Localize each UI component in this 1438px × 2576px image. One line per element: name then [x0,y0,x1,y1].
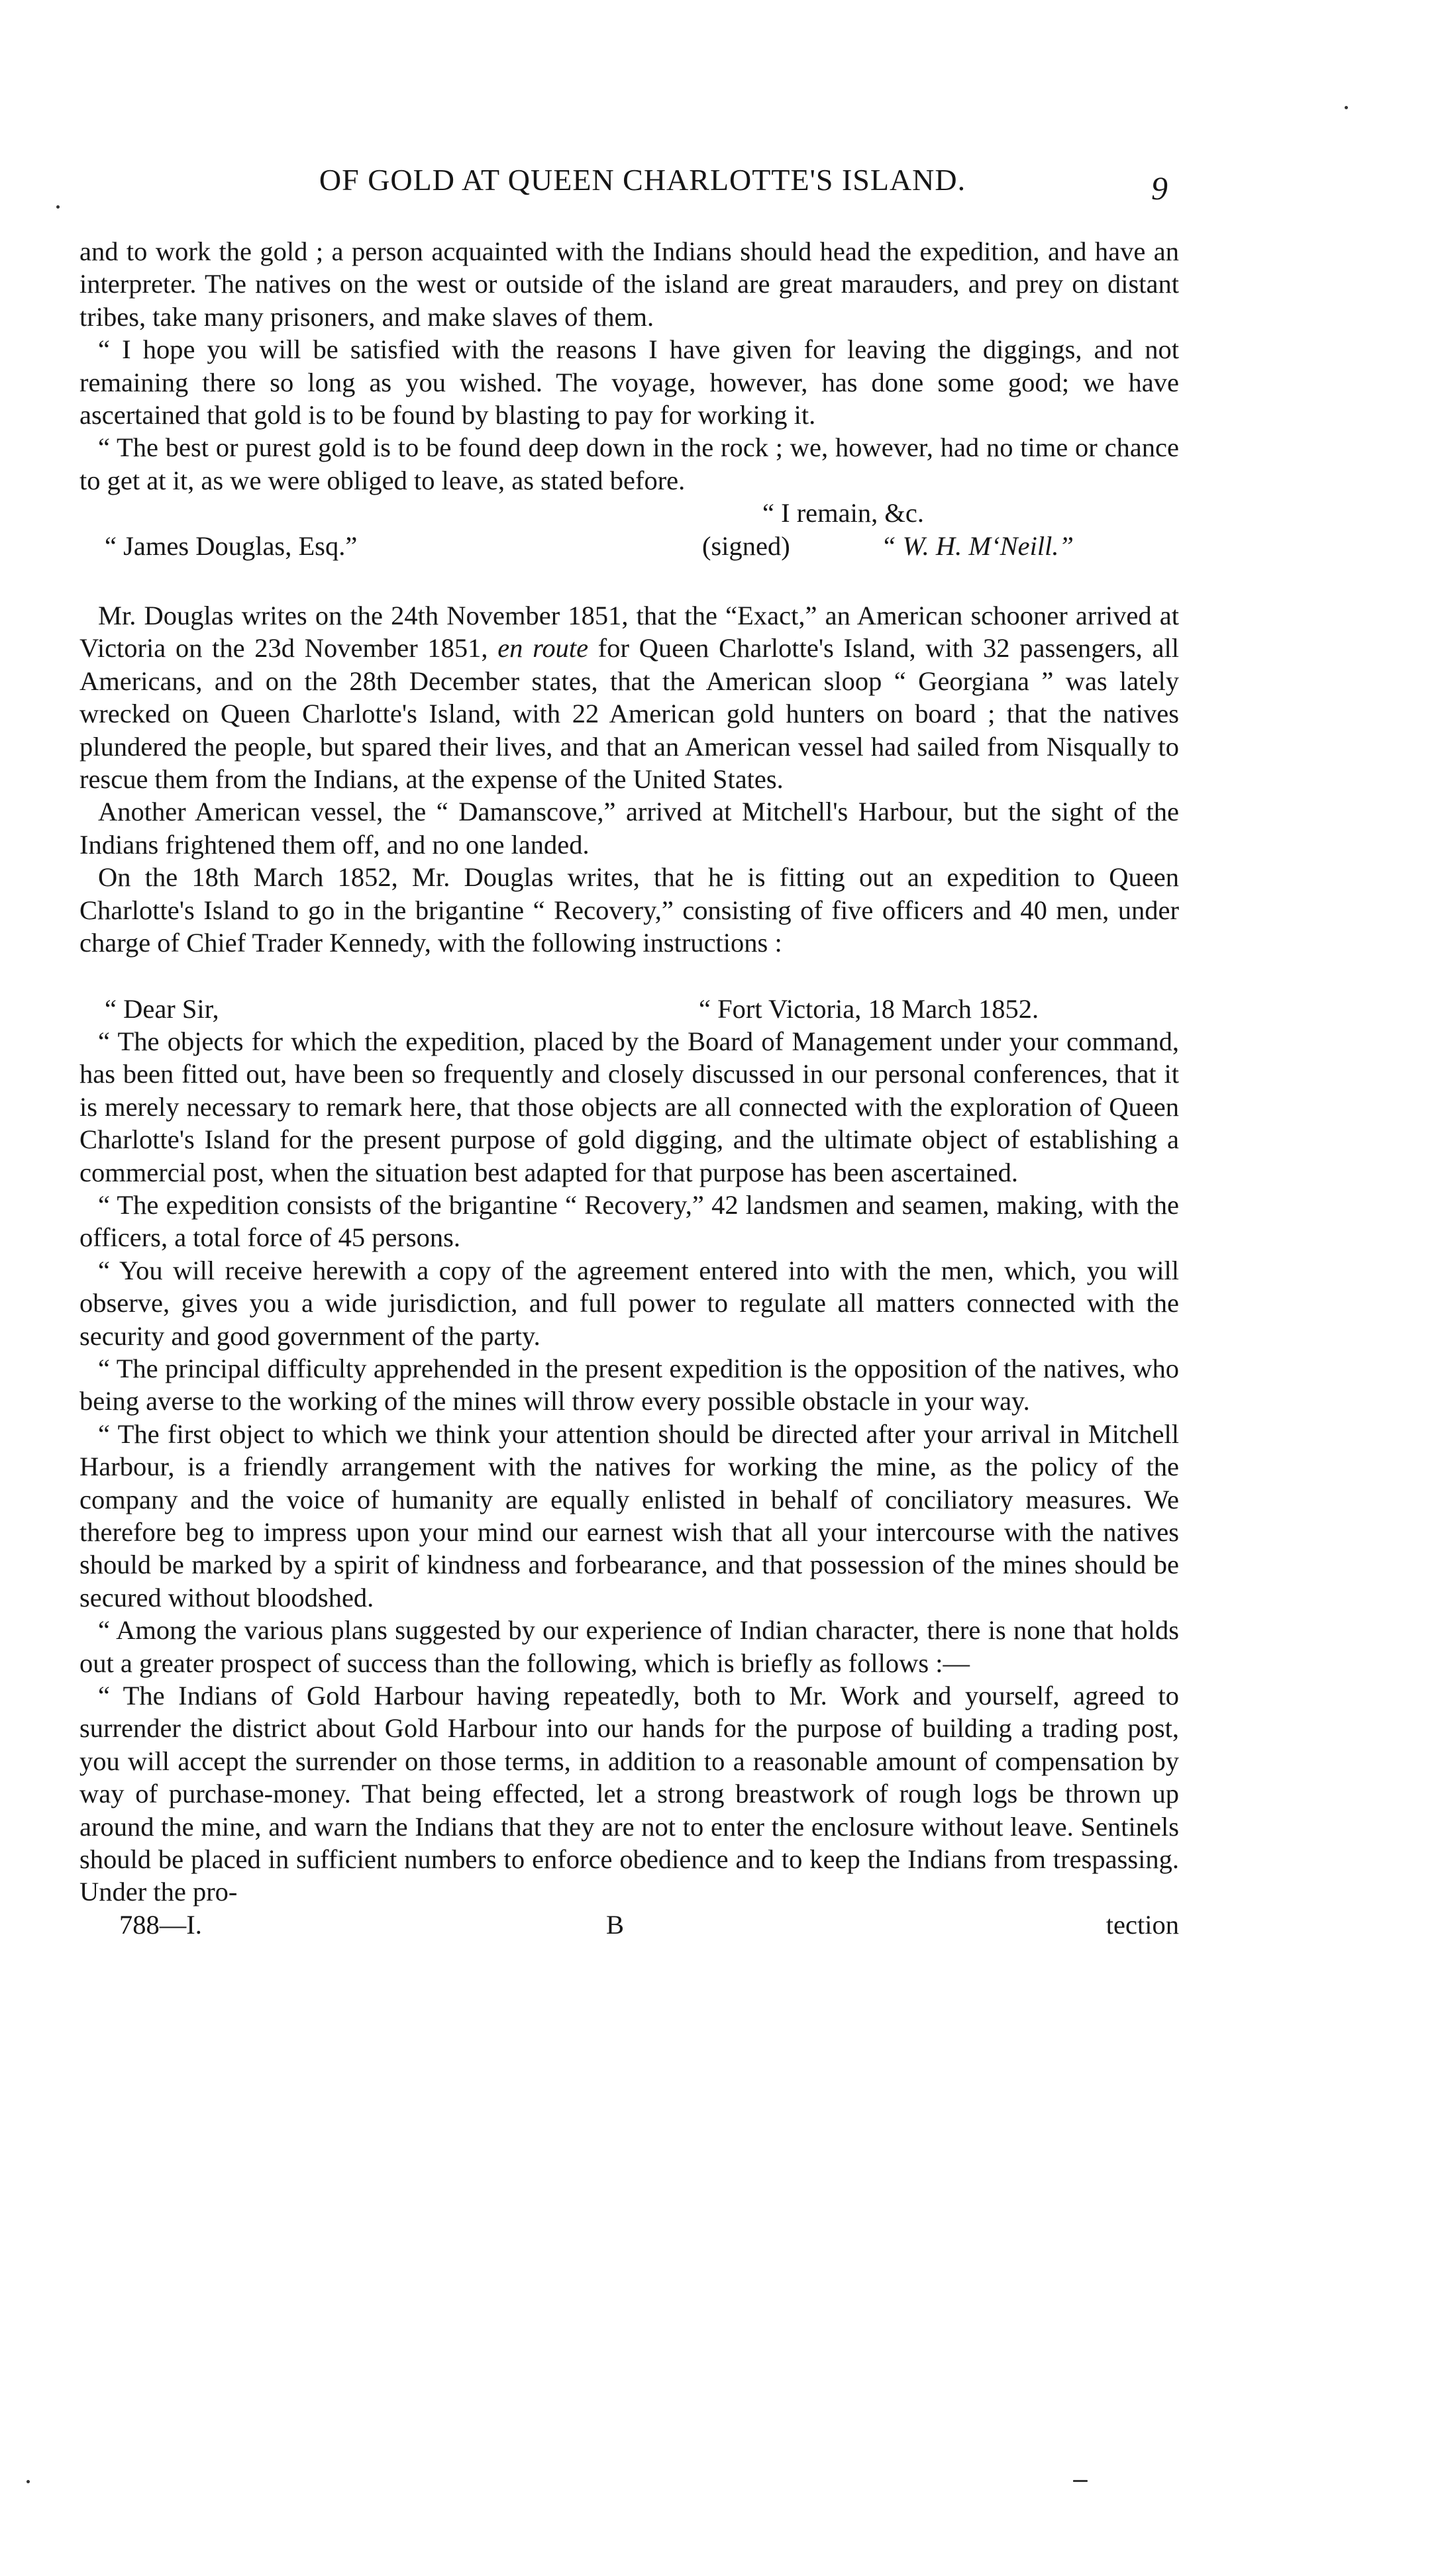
letter-paragraph-objects: “ The objects for which the expedition, placed by the Board of Management under your command, has been fitted out, have been so frequently and closely discussed in our personal conferences, that it is merely necessary to remark here, that those objects are all connected with the exploration of Queen Charlotte's Island for the present purpose of gold digging, and the ultimate object of establishing a commercial post, when the situation best adapted for that purpose has been ascertained. [79,1026,1179,1187]
signature-addressee: “ James Douglas, Esq.” [105,530,358,561]
paragraph-exact-prefix: Mr. Douglas writes on the 24th November 1851, that the “Exact,” an American schooner arrived at Victoria on the 23d November 1851, [79,601,1179,664]
letter-paragraph-plans: “ Among the various plans suggested by our experience of Indian character, there is none that holds out a greater prospect of success than the following, which is briefly as follows :— [79,1615,1179,1678]
scan-speck [56,205,60,209]
letter-heading [79,993,1179,1025]
signature-signed-label: (signed) [702,530,790,561]
signature-line [79,530,1179,562]
page-footer [79,1908,1179,1941]
scan-speck [1073,2480,1088,2482]
paragraph-damanscove: Another American vessel, the “ Damanscove,” arrived at Mitchell's Harbour, but the sight of the Indians frightened them off, and no one landed. [79,797,1179,860]
paragraph-exact-schooner [79,599,1179,795]
signature-signer: “ W. H. M‘Neill.” [881,530,1074,561]
paragraph-expedition-intro: On the 18th March 1852, Mr. Douglas writes, that he is fitting out an expedition to Queen Charlotte's Island to go in the brigantine “ Recovery,” consisting of five officers and 40 men, under charge of Chief Trader Kennedy, with the following instructions : [79,862,1179,958]
letter-paragraph-gold-harbour: “ The Indians of Gold Harbour having repeatedly, both to Mr. Work and yourself, agreed to surrender the district about Gold Harbour into our hands for the purpose of building a trading post, you will accept the surrender on those terms, in addition to a reasonable amount of compensation by way of purchase-money. That being effected, let a strong breastwork of rough logs be thrown up around the mine, and warn the Indians that they are not to enter the enclosure without leave. Sentinels should be placed in sufficient numbers to enforce obedience and to keep the Indians from trespassing. Under the pro- [79,1681,1179,1907]
letter-paragraph-first-object: “ The first object to which we think your attention should be directed after your arrival in Mitchell Harbour, is a friendly arrangement with the natives for working the mine, as the policy of the company and the voice of humanity are equally enlisted in behalf of conciliatory measures. We therefore beg to impress upon your mind our earnest wish that all your intercourse with the natives should be marked by a spirit of kindness and forbearance, and that possession of the mines should be secured without bloodshed. [79,1418,1179,1612]
spacer [79,562,1179,599]
paragraph-continuation: and to work the gold ; a person acquainted with the Indians should head the expedition, and have an interpreter. The natives on the west or outside of the island are great marauders, and prey on distant tribes, take many prisoners, and make slaves of them. [79,236,1179,332]
scan-speck [26,2480,30,2483]
body-text [79,235,1179,1941]
letter-paragraph-difficulty: “ The principal difficulty apprehended in the present expedition is the opposition of the natives, who being averse to the working of the mines will throw every possible obstacle in your way. [79,1353,1179,1416]
page-number: 9 [1151,170,1168,207]
spacer [79,960,1179,993]
paragraph-purest-gold: “ The best or purest gold is to be found deep down in the rock ; we, however, had no time or chance to get at it, as we were obliged to leave, as stated before. [79,432,1179,495]
footer-signature-mark: 788—I. [119,1909,202,1940]
letter-dateline: “ Fort Victoria, 18 March 1852. [699,993,1039,1024]
signature-closing: “ I remain, &c. [762,498,924,528]
scan-speck [1345,106,1348,109]
letter-paragraph-agreement: “ You will receive herewith a copy of the agreement entered into with the men, which, you will observe, gives you a wide jurisdiction, and full power to regulate all matters connected with the security and good government of the party. [79,1255,1179,1351]
paragraph-exact-suffix: for Queen Charlotte's Island, with 32 passengers, all Americans, and on the 28th December states, that the American sloop “ Georgiana ” was lately wrecked on Queen Charlotte's Island, with 22 American gold hunters on board ; that the natives plundered the people, but spared their lives, and that an American vessel had sailed from Nisqually to rescue them from the Indians, at the expense of the United States. [79,633,1179,795]
paragraph-reasons: “ I hope you will be satisfied with the reasons I have given for leaving the diggings, and not remaining there so long as you wished. The voyage, however, has done some good; we have ascertained that gold is to be found by blasting to pay for working it. [79,334,1179,430]
paragraph-exact-italic: en route [497,633,589,664]
footer-catchword: tection [1105,1909,1179,1940]
running-header: OF GOLD AT QUEEN CHARLOTTE'S ISLAND. [319,163,966,197]
letter-salutation: “ Dear Sir, [105,993,219,1024]
footer-sheet-letter: B [606,1909,625,1940]
letter-paragraph-force: “ The expedition consists of the brigantine “ Recovery,” 42 landsmen and seamen, making, with the officers, a total force of 45 persons. [79,1189,1179,1253]
